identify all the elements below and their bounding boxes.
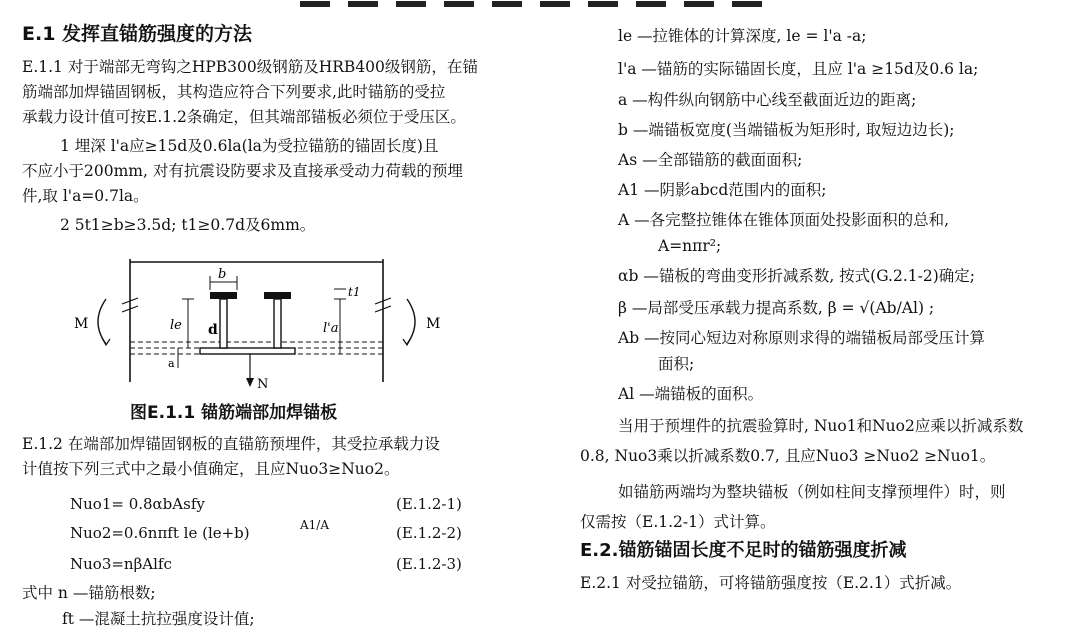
definition-b: b —端锚板宽度(当端锚板为矩形时, 取短边边长); [618, 121, 955, 139]
where-clause-n: 式中 n —锚筋根数; [22, 584, 156, 602]
label-t1: t1 [348, 285, 361, 299]
seismic-note-line: 0.8, Nuo3乘以折减系数0.7, 且应Nuo3 ≥Nuo2 ≥Nuo1。 [580, 447, 996, 465]
section-heading-e2: E.2.锚筋锚固长度不足时的锚筋强度折减 [580, 540, 907, 561]
clause-2-line: 2 5t1≥b≥3.5d; t1≥0.7d及6mm。 [60, 216, 316, 234]
both-ends-note-line: 仅需按（E.1.2-1）式计算。 [580, 513, 776, 531]
definition-alpha-b: αb —锚板的弯曲变形折减系数, 按式(G.2.1-2)确定; [618, 267, 975, 285]
definition-a: a —构件纵向钢筋中心线至截面近边的距离; [618, 91, 917, 109]
equation-3-number: (E.1.2-3) [396, 555, 462, 573]
label-n: N [257, 377, 269, 392]
equation-3: Nuo3=nβAlfc [70, 555, 172, 573]
label-le: le [170, 318, 182, 333]
label-m-right: M [426, 316, 441, 332]
clause-1-line: 件,取 l'a=0.7la。 [22, 187, 149, 205]
both-ends-note-line: 如锚筋两端均为整块锚板（例如柱间支撑预埋件）时，则 [618, 483, 1006, 501]
figure-caption: 图E.1.1 锚筋端部加焊锚板 [130, 403, 338, 423]
definition-le: le —拉锥体的计算深度, le = l'a -a; [618, 27, 867, 45]
clause-1-line: 1 埋深 l'a应≥15d及0.6la(la为受拉锚筋的锚固长度)且 [60, 137, 439, 155]
label-d: d [208, 322, 218, 338]
label-m-left: M [74, 316, 89, 332]
definition-ab-cont: 面积; [658, 355, 695, 373]
label-b: b [218, 267, 227, 282]
paragraph-e11-line: E.1.1 对于端部无弯钩之HPB300级钢筋及HRB400级钢筋，在锚 [22, 58, 478, 76]
definition-a-formula: A=nπr²; [658, 237, 722, 255]
clause-1-line: 不应小于200mm, 对有抗震设防要求及直接承受动力荷载的预埋 [22, 162, 463, 180]
label-a: a [168, 357, 175, 370]
definition-a1: A1 —阴影abcd范围内的面积; [618, 181, 827, 199]
paragraph-e21: E.2.1 对受拉锚筋，可将锚筋强度按（E.2.1）式折减。 [580, 574, 962, 592]
where-clause-ft: ft —混凝土抗拉强度设计值; [62, 610, 255, 628]
definition-al: Al —端锚板的面积。 [618, 385, 764, 403]
anchor-plate-figure [70, 244, 450, 394]
equation-2: Nuo2=0.6nπft le (le+b) [70, 524, 250, 542]
definition-a-total: A —各完整拉锥体在锥体顶面处投影面积的总和, [618, 211, 950, 229]
definition-as: As —全部锚筋的截面面积; [618, 151, 803, 169]
equation-1-number: (E.1.2-1) [396, 495, 462, 513]
definition-ab: Ab —按同心短边对称原则求得的端锚板局部受压计算 [618, 329, 986, 347]
paragraph-e12-line: E.1.2 在端部加焊锚固钢板的直锚筋预埋件，其受拉承载力设 [22, 435, 440, 453]
equation-2-number: (E.1.2-2) [396, 524, 462, 542]
paragraph-e11-line: 筋端部加焊锚固钢板，其构造应符合下列要求,此时锚筋的受拉 [22, 83, 446, 101]
section-heading-e1: E.1 发挥直锚筋强度的方法 [22, 23, 253, 45]
seismic-note-line: 当用于预埋件的抗震验算时, Nuo1和Nuo2应乘以折减系数 [618, 417, 1024, 435]
top-cropped-heading-fragment [300, 0, 900, 2]
definition-la: l'a —锚筋的实际锚固长度，且应 l'a ≥15d及0.6 la; [618, 60, 979, 78]
equation-2-fraction: A1/A [300, 518, 330, 532]
paragraph-e11-line: 承载力设计值可按E.1.2条确定，但其端部锚板必须位于受压区。 [22, 108, 466, 126]
definition-beta: β —局部受压承载力提高系数, β = √(Ab/Al) ; [618, 299, 935, 317]
paragraph-e12-line: 计值按下列三式中之最小值确定，且应Nuo3≥Nuo2。 [22, 460, 400, 478]
equation-1: Nuo1= 0.8αbAsfy [70, 495, 205, 513]
label-la: l'a [323, 321, 339, 336]
